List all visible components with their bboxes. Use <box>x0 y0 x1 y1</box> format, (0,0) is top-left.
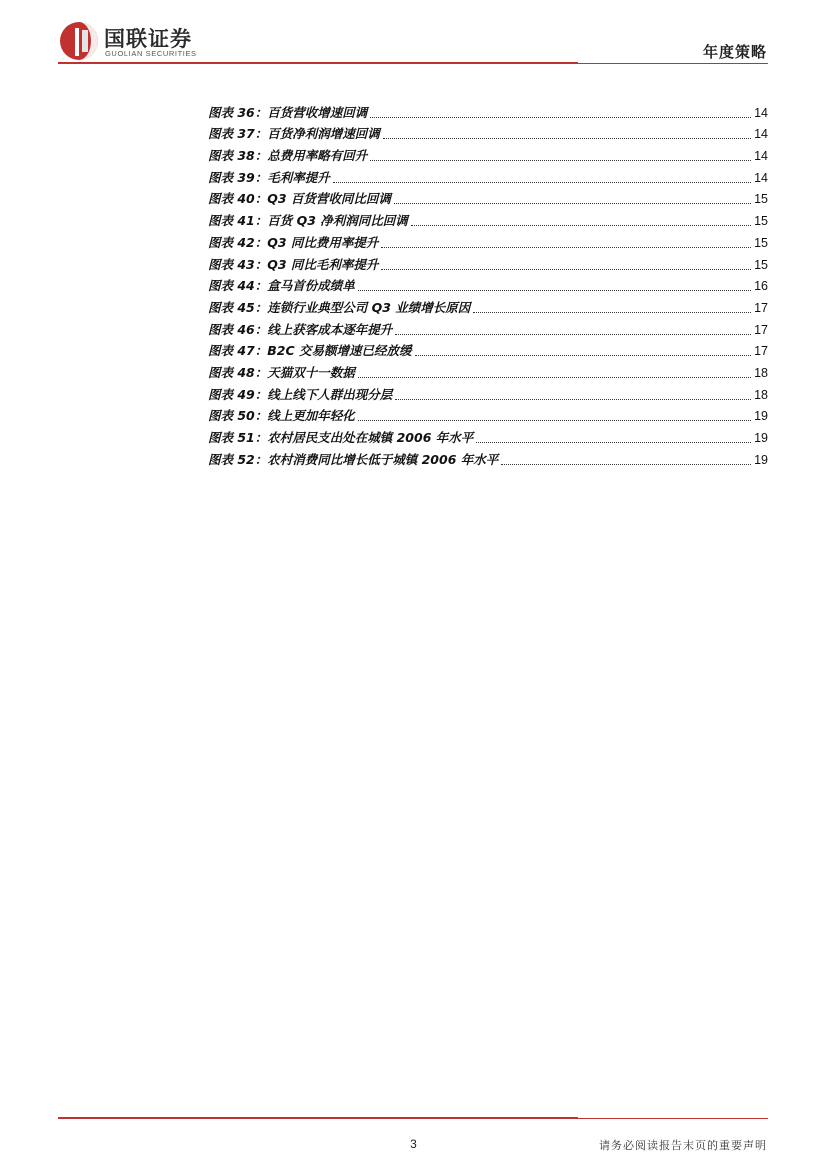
header-divider-accent <box>58 62 578 64</box>
toc-entry-title: 图表 43：Q3 同比毛利率提升 <box>208 256 379 272</box>
toc-entry[interactable] <box>208 338 768 360</box>
toc-entry-page: 17 <box>754 344 768 359</box>
toc-entry-page: 17 <box>754 322 768 337</box>
page-number: 3 <box>410 1137 417 1151</box>
toc-dot-leader <box>381 269 751 270</box>
toc-entry-title: 图表 39：毛利率提升 <box>208 169 330 185</box>
guolian-logo-icon <box>58 20 102 62</box>
toc-entry[interactable] <box>208 294 768 316</box>
toc-dot-leader <box>358 377 751 378</box>
toc-entry[interactable] <box>208 273 768 295</box>
toc-entry-page: 19 <box>754 409 768 424</box>
toc-entry-page: 15 <box>754 257 768 272</box>
toc-entry-page: 15 <box>754 192 768 207</box>
toc-entry-page: 18 <box>754 365 768 380</box>
toc-dot-leader <box>394 203 751 204</box>
toc-dot-leader <box>415 355 752 356</box>
toc-dot-leader <box>476 442 751 443</box>
toc-entry-title: 图表 51：农村居民支出处在城镇 2006 年水平 <box>208 430 474 445</box>
toc-dot-leader <box>395 334 751 335</box>
toc-entry-title: 图表 48：天猫双十一数据 <box>208 364 355 380</box>
company-logo <box>58 20 218 62</box>
toc-entry-title: 图表 37：百货净利润增速回调 <box>208 126 380 142</box>
toc-entry-title: 图表 47：B2C 交易额增速已经放缓 <box>208 343 412 359</box>
toc-entry[interactable] <box>208 121 768 143</box>
toc-entry-page: 14 <box>754 127 768 142</box>
footer-disclaimer: 请务必阅读报告末页的重要声明 <box>599 1139 767 1152</box>
toc-dot-leader <box>333 182 751 183</box>
toc-entry-page: 16 <box>754 279 768 294</box>
toc-entry[interactable] <box>208 446 768 468</box>
toc-entry-page: 18 <box>754 387 768 402</box>
toc-entry-title: 图表 42：Q3 同比费用率提升 <box>208 234 379 250</box>
toc-dot-leader <box>501 464 751 465</box>
logo-english-name: GUOLIAN SECURITIES <box>105 49 197 58</box>
toc-entry-title: 图表 50：线上更加年轻化 <box>208 408 355 424</box>
toc-entry[interactable] <box>208 207 768 229</box>
toc-entry[interactable] <box>208 316 768 338</box>
toc-entry-title: 图表 46：线上获客成本逐年提升 <box>208 321 393 337</box>
toc-entry-page: 19 <box>754 431 768 445</box>
toc-entry-title: 图表 36：百货营收增速回调 <box>208 104 368 120</box>
footer-divider-accent <box>58 1117 578 1119</box>
toc-entry-page: 14 <box>754 170 768 185</box>
toc-entry-page: 15 <box>754 235 768 250</box>
toc-entry-title: 图表 52：农村消费同比增长低于城镇 2006 年水平 <box>208 451 499 467</box>
logo-chinese-name: 国联证券 <box>104 27 192 51</box>
toc-dot-leader <box>381 247 751 248</box>
toc-entry[interactable] <box>208 142 768 164</box>
document-type-label: 年度策略 <box>702 43 767 61</box>
toc-entry[interactable] <box>208 251 768 273</box>
toc-entry[interactable] <box>208 403 768 425</box>
toc-dot-leader <box>473 312 751 313</box>
toc-entry-page: 17 <box>754 300 768 315</box>
toc-entry-page: 15 <box>754 214 768 229</box>
toc-entry[interactable] <box>208 424 768 446</box>
toc-entry[interactable] <box>208 229 768 251</box>
toc-entry-title: 图表 38：总费用率略有回升 <box>208 148 368 164</box>
toc-dot-leader <box>370 160 751 161</box>
toc-entry[interactable] <box>208 186 768 208</box>
toc-dot-leader <box>358 290 751 291</box>
toc-entry-page: 14 <box>754 105 768 120</box>
toc-entry-title: 图表 44：盒马首份成绩单 <box>208 278 355 294</box>
toc-dot-leader <box>411 225 751 226</box>
toc-dot-leader <box>370 117 751 118</box>
toc-dot-leader <box>383 138 751 139</box>
figure-index-list <box>208 99 768 468</box>
toc-entry[interactable] <box>208 99 768 121</box>
toc-entry[interactable] <box>208 164 768 186</box>
toc-entry-page: 14 <box>754 149 768 164</box>
toc-entry[interactable] <box>208 381 768 403</box>
toc-entry-title: 图表 40：Q3 百货营收同比回调 <box>208 191 391 207</box>
toc-dot-leader <box>395 399 751 400</box>
toc-entry-title: 图表 45：连锁行业典型公司 Q3 业绩增长原因 <box>208 299 471 315</box>
page-header <box>0 0 827 70</box>
toc-entry-title: 图表 41：百货 Q3 净利润同比回调 <box>208 213 408 229</box>
toc-entry[interactable] <box>208 359 768 381</box>
toc-entry-title: 图表 49：线上线下人群出现分层 <box>208 386 393 402</box>
toc-entry-page: 19 <box>754 452 768 467</box>
toc-dot-leader <box>358 420 751 421</box>
